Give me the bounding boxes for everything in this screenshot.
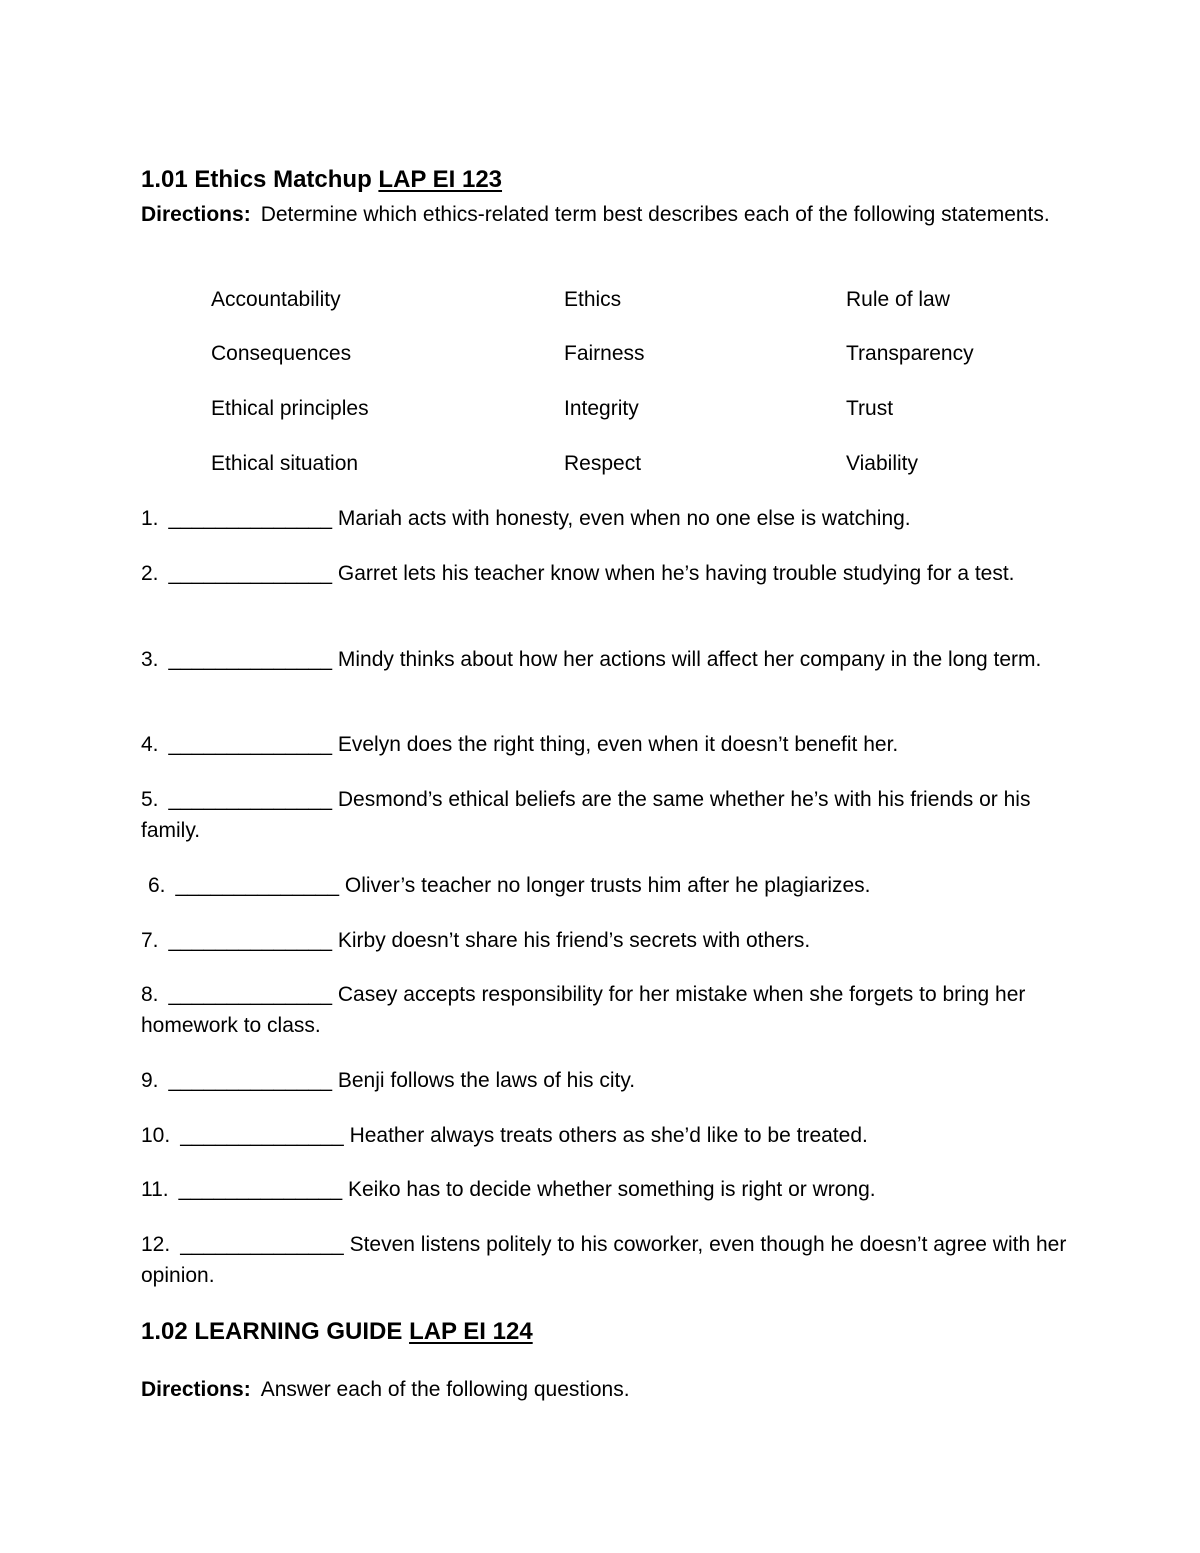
- section-2-title: 1.02 LEARNING GUIDE: [141, 1318, 410, 1345]
- item-number: 5.: [141, 788, 159, 811]
- item-text: Garret lets his teacher know when he’s having trouble studying for a test.: [337, 562, 1015, 585]
- item-number: 11.: [141, 1178, 169, 1201]
- list-item: [141, 558, 1071, 589]
- answer-blank[interactable]: ______________: [178, 1178, 343, 1201]
- term: Rule of law: [846, 288, 950, 311]
- section-1-code: LAP EI 123: [378, 166, 503, 193]
- answer-blank[interactable]: ______________: [168, 929, 333, 952]
- item-number: 3.: [141, 648, 159, 671]
- term: Integrity: [564, 397, 639, 420]
- answer-blank[interactable]: ______________: [168, 983, 333, 1006]
- term: Consequences: [211, 342, 352, 365]
- term: Transparency: [846, 342, 974, 365]
- item-text: Steven listens politely to his coworker, even though he doesn’t agree with her opinion.: [141, 1233, 1067, 1287]
- answer-blank[interactable]: ______________: [180, 1233, 344, 1256]
- list-item: [141, 1120, 1071, 1151]
- section-1-directions: [141, 199, 1071, 230]
- item-number: 10.: [141, 1124, 171, 1147]
- directions-text: Answer each of the following questions.: [260, 1378, 630, 1401]
- item-text: Kirby doesn’t share his friend’s secrets with others.: [337, 929, 811, 952]
- list-item: [141, 925, 1071, 956]
- term: Fairness: [564, 342, 645, 365]
- list-item: [141, 503, 1071, 534]
- list-item: [141, 729, 1071, 760]
- answer-blank[interactable]: ______________: [168, 1069, 333, 1092]
- item-number: 1.: [141, 507, 159, 530]
- section-1-heading: [141, 166, 502, 194]
- term: Respect: [564, 452, 642, 475]
- term: Accountability: [211, 288, 341, 311]
- answer-blank[interactable]: ______________: [168, 788, 333, 811]
- term: Trust: [846, 397, 894, 420]
- list-item: [148, 870, 1078, 901]
- list-item: [141, 979, 1071, 1041]
- item-number: 12.: [141, 1233, 171, 1256]
- item-text: Benji follows the laws of his city.: [337, 1069, 636, 1092]
- answer-blank[interactable]: ______________: [168, 648, 333, 671]
- term: Viability: [846, 452, 918, 475]
- term: Ethical situation: [211, 452, 359, 475]
- item-number: 4.: [141, 733, 159, 756]
- item-number: 6.: [148, 874, 166, 897]
- list-item: [141, 1065, 1071, 1096]
- list-item: [141, 1229, 1071, 1291]
- item-text: Keiko has to decide whether something is right or wrong.: [348, 1178, 876, 1201]
- list-item: [141, 1174, 1071, 1205]
- item-text: Mindy thinks about how her actions will affect her company in the long term.: [337, 648, 1042, 671]
- item-text: Evelyn does the right thing, even when it doesn’t benefit her.: [337, 733, 899, 756]
- answer-blank[interactable]: ______________: [168, 507, 333, 530]
- answer-blank[interactable]: ______________: [180, 1124, 344, 1147]
- item-text: Desmond’s ethical beliefs are the same whether he’s with his friends or his family.: [141, 788, 1031, 842]
- item-number: 9.: [141, 1069, 159, 1092]
- item-number: 7.: [141, 929, 159, 952]
- answer-blank[interactable]: ______________: [168, 733, 333, 756]
- answer-blank[interactable]: ______________: [168, 562, 333, 585]
- list-item: [141, 784, 1071, 846]
- item-number: 8.: [141, 983, 159, 1006]
- directions-label: Directions:: [141, 203, 251, 226]
- directions-text: Determine which ethics-related term best describes each of the following statements.: [260, 203, 1050, 226]
- section-2-directions: [141, 1374, 1071, 1405]
- item-text: Casey accepts responsibility for her mistake when she forgets to bring her homework to class.: [141, 983, 1026, 1037]
- item-text: Heather always treats others as she’d like to be treated.: [349, 1124, 868, 1147]
- term: Ethics: [564, 288, 622, 311]
- item-text: Mariah acts with honesty, even when no one else is watching.: [337, 507, 911, 530]
- section-2-heading: [141, 1318, 533, 1346]
- item-text: Oliver’s teacher no longer trusts him after he plagiarizes.: [344, 874, 871, 897]
- term: Ethical principles: [211, 397, 369, 420]
- section-1-title: 1.01 Ethics Matchup: [141, 166, 379, 193]
- item-number: 2.: [141, 562, 159, 585]
- directions-label: Directions:: [141, 1378, 251, 1401]
- section-2-code: LAP EI 124: [409, 1318, 533, 1345]
- list-item: [141, 644, 1071, 675]
- answer-blank[interactable]: ______________: [175, 874, 340, 897]
